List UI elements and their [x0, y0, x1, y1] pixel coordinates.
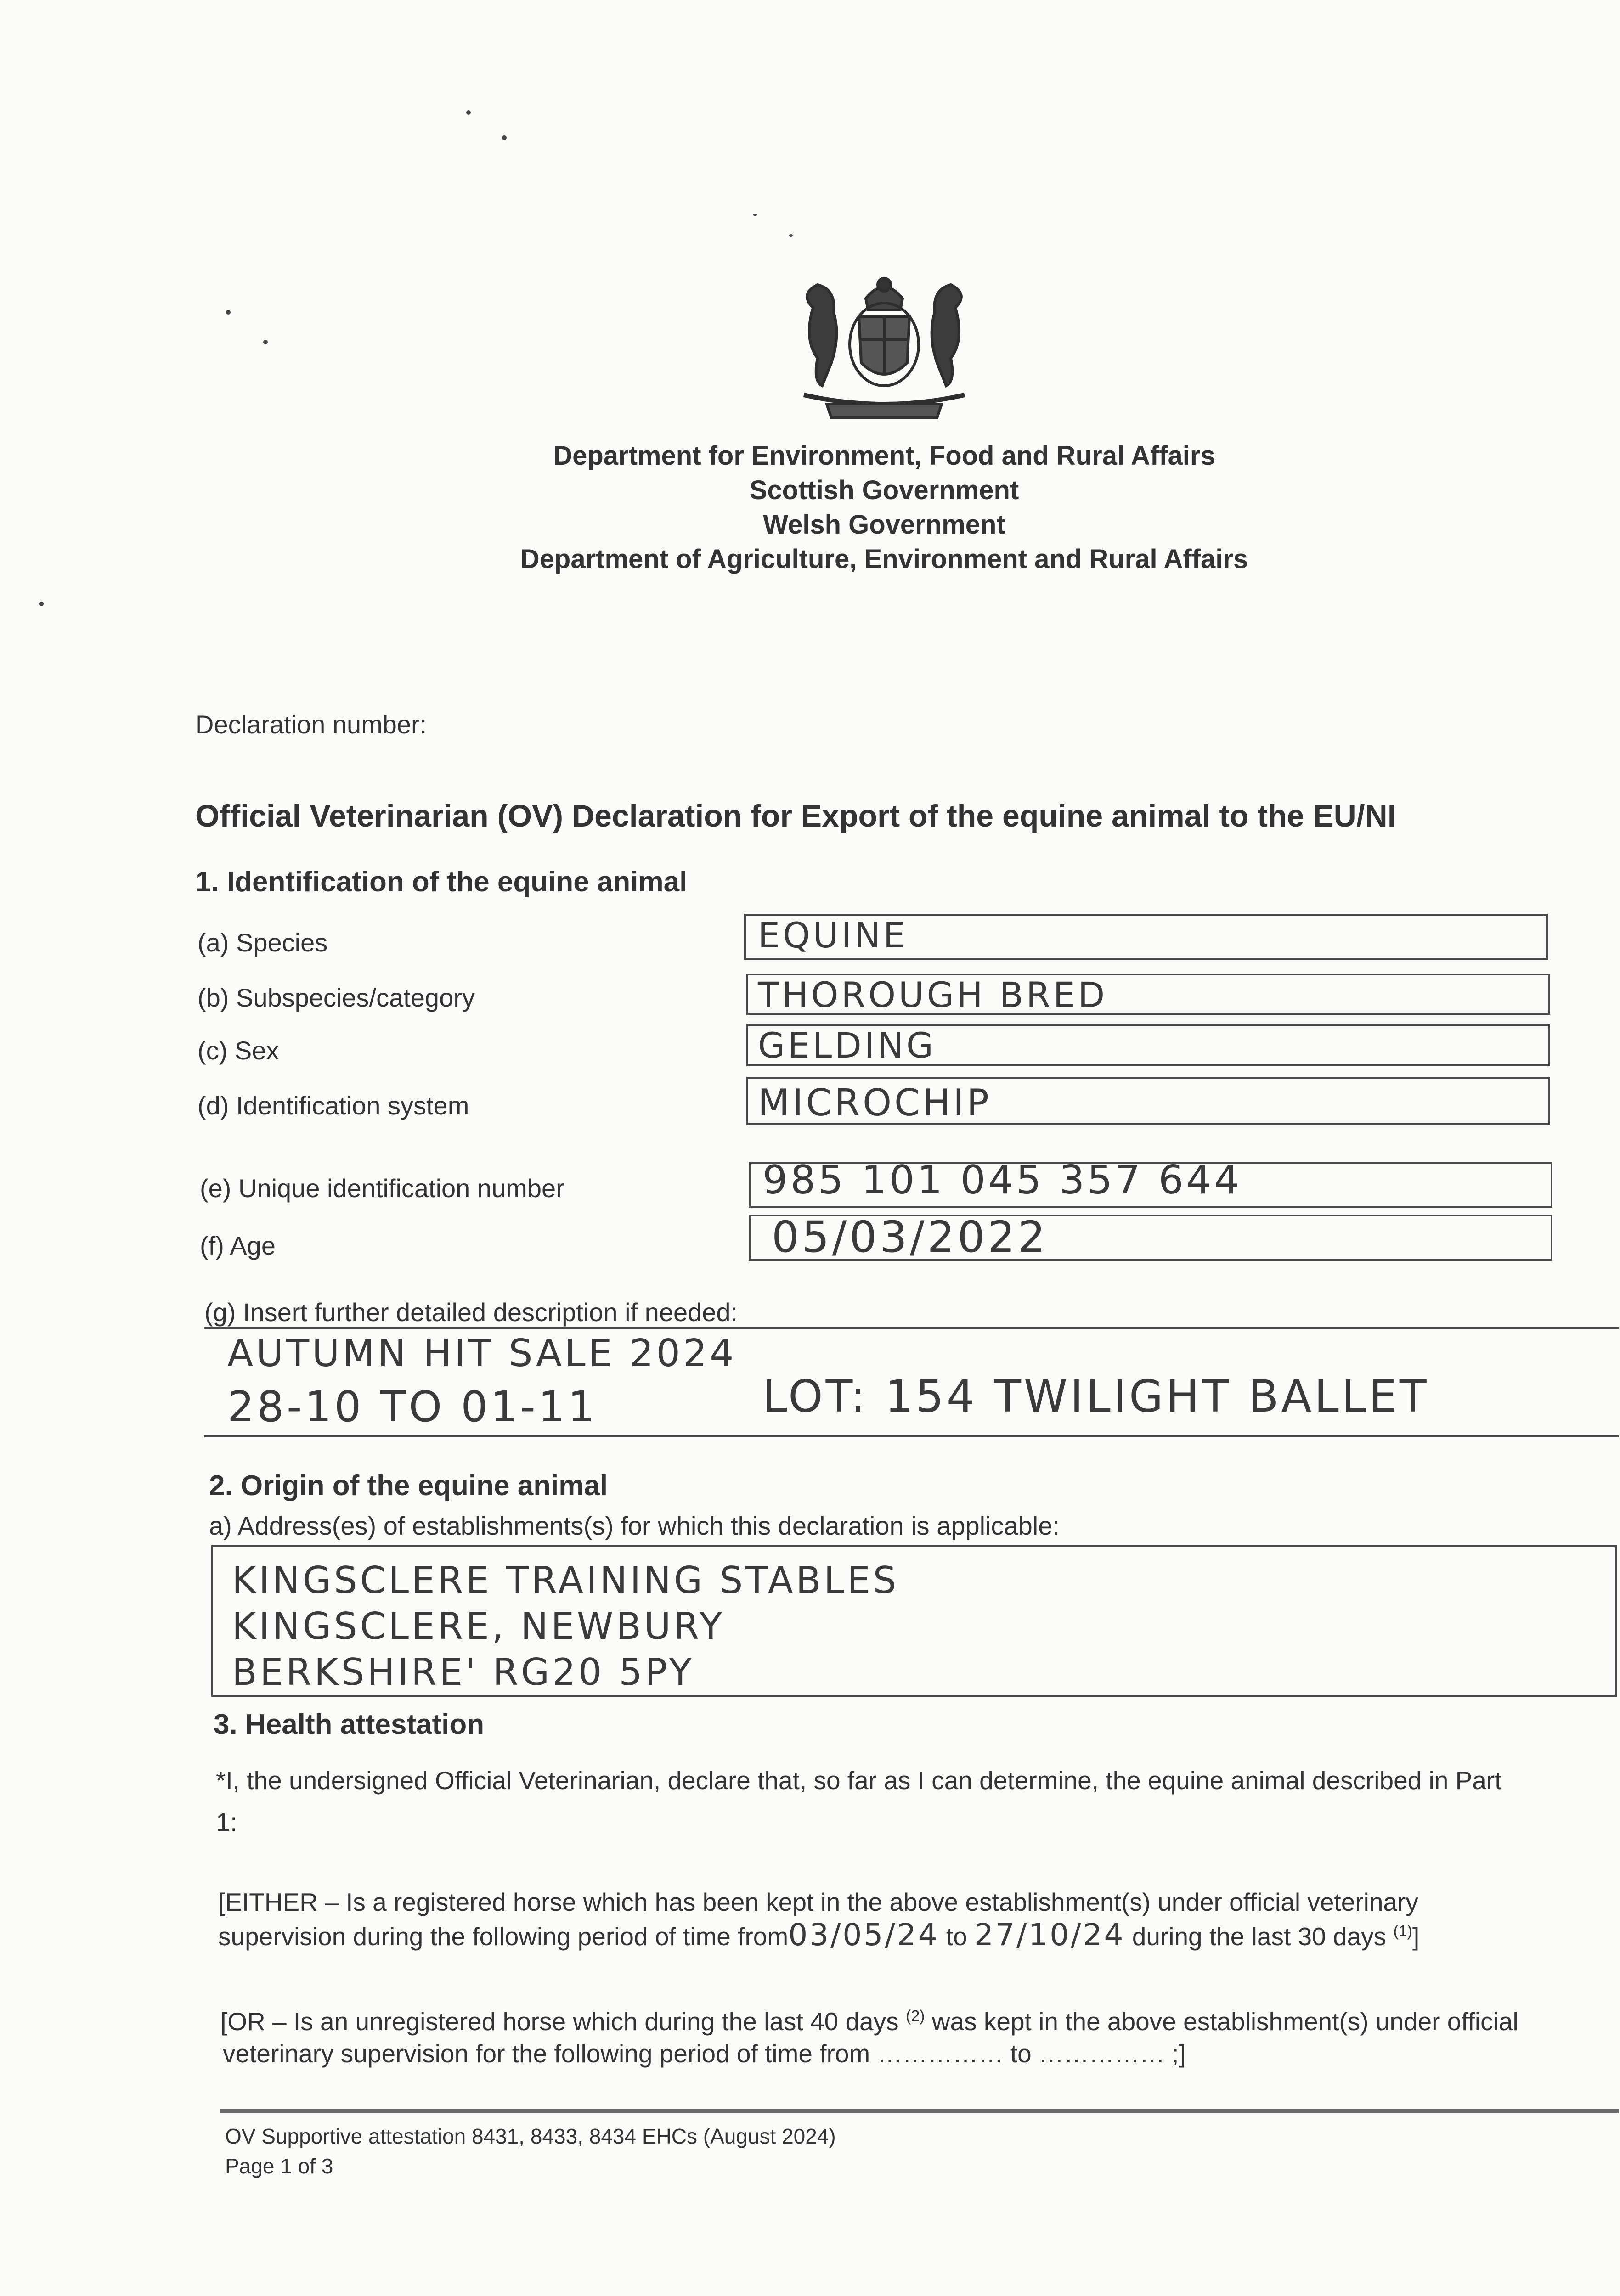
- scan-speck: [263, 340, 268, 344]
- document-title: Official Veterinarian (OV) Declaration for Export of the equine animal to the EU/NI: [195, 799, 1396, 833]
- royal-coat-of-arms-logo: [785, 266, 983, 427]
- field-label-identification-system: (d) Identification system: [198, 1091, 469, 1120]
- field-value-age: 05/03/2022: [772, 1212, 1048, 1262]
- field-value-subspecies: THOROUGH BRED: [758, 974, 1108, 1015]
- footer-page-number: Page 1 of 3: [225, 2154, 333, 2178]
- authority-daera: Department of Agriculture, Environment and Rural Affairs: [520, 544, 1248, 574]
- either-to-date: 27/10/24: [974, 1917, 1125, 1953]
- either-to-word: to: [946, 1922, 967, 1951]
- address-label: a) Address(es) of establishments(s) for which this declaration is applicable:: [209, 1511, 1060, 1540]
- field-label-sex: (c) Sex: [198, 1036, 279, 1065]
- or-text-a: [OR – Is an unregistered horse which during the last 40 days: [220, 2007, 899, 2036]
- or-text-b: was kept in the above establishment(s) under official: [931, 2007, 1518, 2036]
- field-value-sex: GELDING: [758, 1025, 936, 1066]
- address-line-1: KINGSCLERE TRAINING STABLES: [232, 1559, 899, 1602]
- either-close-bracket: ]: [1412, 1922, 1420, 1951]
- issuing-authorities: [413, 439, 1355, 576]
- field-label-unique-id: (e) Unique identification number: [200, 1174, 564, 1203]
- section-1-heading: 1. Identification of the equine animal: [195, 866, 688, 898]
- health-intro-line-2: 1:: [216, 1807, 237, 1836]
- either-line-2: [218, 1917, 1419, 1953]
- scan-speck: [226, 310, 231, 315]
- section-3-heading: 3. Health attestation: [214, 1709, 485, 1740]
- scan-speck: [789, 234, 793, 237]
- address-line-2: KINGSCLERE, NEWBURY: [232, 1605, 725, 1648]
- either-from-date: 03/05/24: [788, 1917, 939, 1953]
- further-description-line-2-dates: 28-10 TO 01-11: [227, 1382, 598, 1431]
- field-label-species: (a) Species: [198, 928, 328, 957]
- section-2-heading: 2. Origin of the equine animal: [209, 1470, 608, 1502]
- declaration-number-label: Declaration number:: [195, 710, 427, 739]
- scan-speck: [753, 214, 757, 216]
- or-line-1: [220, 2007, 1518, 2036]
- further-description-line-2-lot: LOT: 154 TWILIGHT BALLET: [762, 1371, 1429, 1422]
- scan-speck: [502, 135, 507, 140]
- address-line-3: BERKSHIRE' RG20 5PY: [232, 1651, 694, 1694]
- authority-defra: Department for Environment, Food and Rural Affairs: [553, 441, 1215, 471]
- footer-attestation-ref: OV Supportive attestation 8431, 8433, 8434 EHCs (August 2024): [225, 2124, 836, 2148]
- field-label-subspecies: (b) Subspecies/category: [198, 983, 475, 1012]
- field-value-identification-system: MICROCHIP: [758, 1081, 992, 1124]
- or-line-2: veterinary supervision for the following period of time from …………… to …………… ;]: [223, 2039, 1186, 2068]
- authority-scottish-government: Scottish Government: [749, 475, 1019, 505]
- field-value-species: EQUINE: [758, 915, 908, 956]
- scan-speck: [39, 602, 44, 606]
- health-intro-line-1: *I, the undersigned Official Veterinarian, declare that, so far as I can determine, the equine animal described in Part: [216, 1766, 1502, 1795]
- further-description-label: (g) Insert further detailed description if needed:: [204, 1298, 738, 1327]
- footer-rule: [220, 2109, 1619, 2113]
- further-description-line-1: AUTUMN HIT SALE 2024: [227, 1332, 737, 1375]
- footnote-1-marker: (1): [1393, 1922, 1413, 1940]
- field-label-age: (f) Age: [200, 1231, 276, 1260]
- either-supervision-text: supervision during the following period of time from: [218, 1922, 789, 1951]
- authority-welsh-government: Welsh Government: [763, 510, 1005, 540]
- either-line-1: [EITHER – Is a registered horse which has been kept in the above establishment(s) under official veterinary: [218, 1888, 1418, 1916]
- either-period-text: during the last 30 days: [1132, 1922, 1387, 1951]
- footnote-2-marker: (2): [905, 2007, 925, 2025]
- field-value-unique-id: 985 101 045 357 644: [762, 1157, 1242, 1203]
- scan-speck: [466, 110, 471, 115]
